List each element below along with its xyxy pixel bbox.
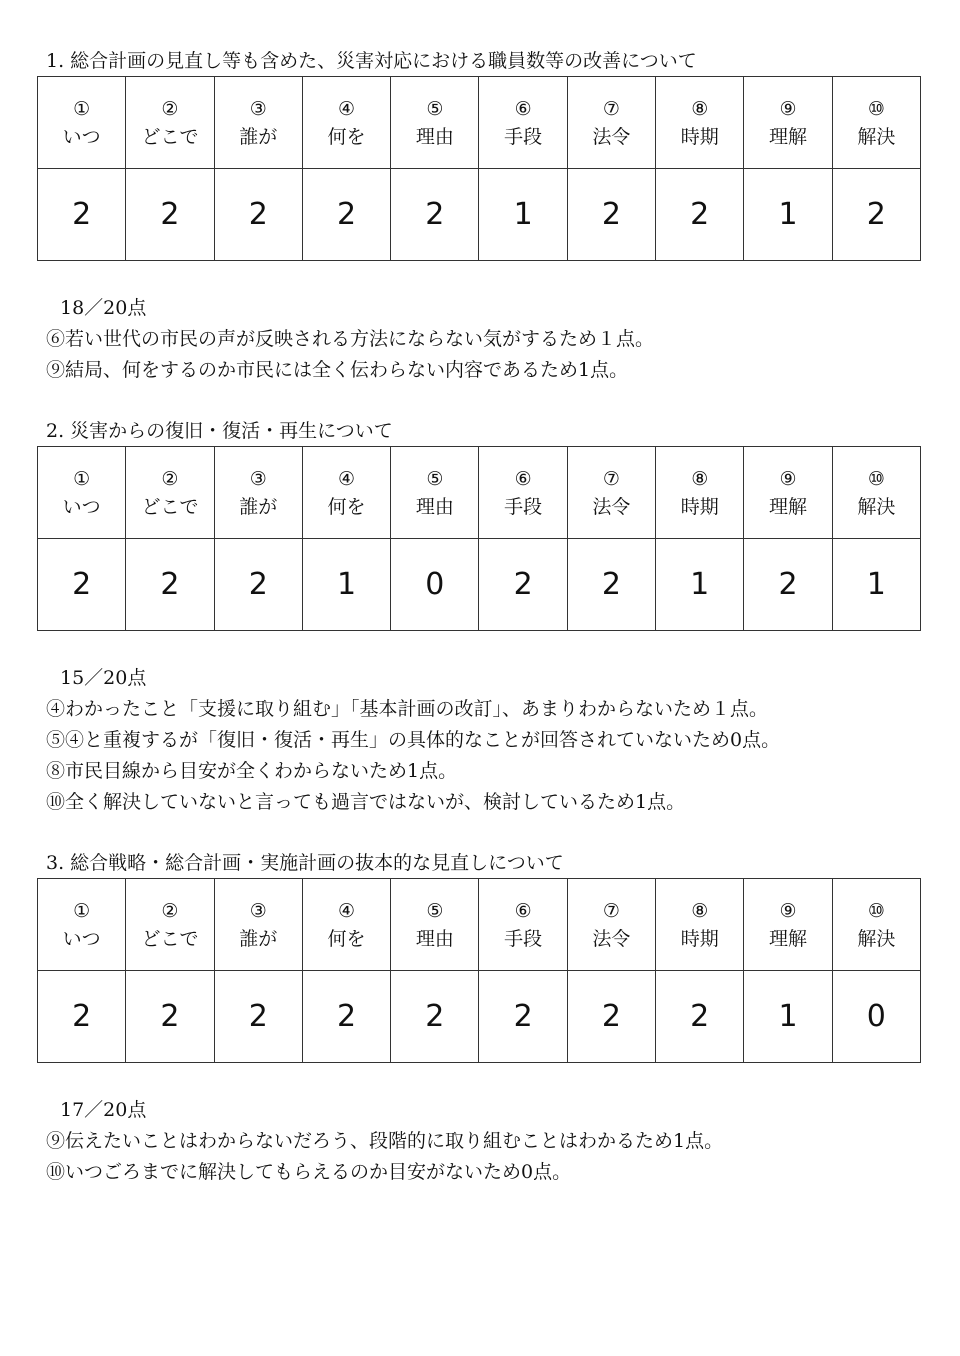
score-cell: 2 [302, 971, 390, 1063]
score-cell: 2 [567, 169, 655, 261]
header-label: 法令 [592, 927, 631, 950]
header-cell [567, 77, 655, 169]
header-number: ① [73, 97, 91, 120]
header-label: 法令 [592, 495, 631, 518]
score-cell: 2 [126, 971, 214, 1063]
score-cell: 1 [832, 539, 920, 631]
header-number: ② [161, 899, 179, 922]
header-label: 解決 [857, 927, 896, 950]
header-number: ② [161, 97, 179, 120]
header-cell [38, 879, 126, 971]
header-number: ⑥ [514, 467, 532, 490]
score-table [37, 76, 921, 261]
header-cell [479, 77, 567, 169]
header-cell [479, 447, 567, 539]
score-row [38, 971, 921, 1063]
score-cell: 2 [38, 539, 126, 631]
score-cell: 1 [302, 539, 390, 631]
header-label: 手段 [504, 927, 543, 950]
note-line: ⑨伝えたいことはわからないだろう、段階的に取り組むことはわかるため1点。 [46, 1130, 724, 1152]
header-label: 時期 [680, 495, 719, 518]
header-number: ⑤ [426, 467, 444, 490]
total-score: 15／20点 [60, 667, 147, 689]
header-cell [391, 879, 479, 971]
header-cell [214, 447, 302, 539]
score-cell: 2 [479, 971, 567, 1063]
header-label: 理由 [415, 125, 454, 148]
total-score: 17／20点 [60, 1099, 147, 1121]
note-line: ⑩いつごろまでに解決してもらえるのか目安がないため0点。 [46, 1161, 572, 1183]
header-number: ④ [338, 899, 356, 922]
note-line: ⑤④と重複するが「復旧・復活・再生」の具体的なことが回答されていないため0点。 [46, 729, 781, 751]
score-cell: 2 [656, 971, 744, 1063]
header-number: ⑥ [514, 899, 532, 922]
header-number: ④ [338, 97, 356, 120]
header-label: 解決 [857, 495, 896, 518]
score-row [38, 539, 921, 631]
header-number: ③ [249, 97, 267, 120]
header-label: いつ [62, 927, 101, 950]
header-number: ⑩ [867, 97, 885, 120]
header-number: ⑤ [426, 899, 444, 922]
total-score: 18／20点 [60, 297, 147, 319]
score-cell: 2 [214, 971, 302, 1063]
header-label: 法令 [592, 125, 631, 148]
header-number: ③ [249, 899, 267, 922]
note-line: ⑧市民目線から目安が全くわからないため1点。 [46, 760, 458, 782]
score-row [38, 169, 921, 261]
score-cell: 2 [391, 169, 479, 261]
header-label: 理由 [415, 495, 454, 518]
header-number: ⑦ [602, 899, 620, 922]
score-cell: 1 [479, 169, 567, 261]
header-number: ④ [338, 467, 356, 490]
header-label: 理由 [415, 927, 454, 950]
header-cell [38, 447, 126, 539]
score-cell: 2 [832, 169, 920, 261]
header-cell [744, 879, 832, 971]
score-cell: 1 [656, 539, 744, 631]
header-number: ⑧ [691, 899, 709, 922]
header-cell [832, 447, 920, 539]
header-label: どこで [141, 927, 199, 950]
header-cell [126, 77, 214, 169]
header-cell [744, 447, 832, 539]
header-label: 理解 [769, 495, 808, 518]
score-cell: 1 [744, 169, 832, 261]
header-label: どこで [141, 495, 199, 518]
header-number: ⑤ [426, 97, 444, 120]
header-cell [214, 77, 302, 169]
notes-block [46, 1095, 723, 1188]
header-label: 手段 [504, 495, 543, 518]
score-cell: 2 [126, 169, 214, 261]
header-row [38, 447, 921, 539]
section-title: 1. 総合計画の見直し等も含めた、災害対応における職員数等の改善について [46, 50, 697, 72]
header-label: 何を [327, 125, 366, 148]
header-number: ⑨ [779, 97, 797, 120]
header-cell [656, 879, 744, 971]
header-label: 誰が [239, 927, 278, 950]
header-number: ⑦ [602, 467, 620, 490]
note-line: ⑨結局、何をするのか市民には全く伝わらない内容であるため1点。 [46, 359, 629, 381]
score-cell: 2 [38, 971, 126, 1063]
header-row [38, 879, 921, 971]
header-cell [126, 447, 214, 539]
score-table [37, 446, 921, 631]
score-cell: 2 [38, 169, 126, 261]
score-cell: 2 [126, 539, 214, 631]
header-label: 手段 [504, 125, 543, 148]
header-label: 解決 [857, 125, 896, 148]
header-cell [479, 879, 567, 971]
header-cell [832, 77, 920, 169]
score-cell: 1 [744, 971, 832, 1063]
score-cell: 2 [567, 971, 655, 1063]
header-cell [567, 879, 655, 971]
header-number: ① [73, 899, 91, 922]
header-label: 時期 [680, 927, 719, 950]
header-row [38, 77, 921, 169]
header-number: ② [161, 467, 179, 490]
header-label: いつ [62, 495, 101, 518]
score-cell: 2 [567, 539, 655, 631]
header-number: ① [73, 467, 91, 490]
header-cell [214, 879, 302, 971]
header-cell [656, 447, 744, 539]
score-cell: 0 [391, 539, 479, 631]
score-cell: 2 [656, 169, 744, 261]
note-line: ⑩全く解決していないと言っても過言ではないが、検討しているため1点。 [46, 791, 686, 813]
notes-block [46, 293, 654, 386]
score-cell: 2 [479, 539, 567, 631]
section-title: 2. 災害からの復旧・復活・再生について [46, 420, 393, 442]
header-cell [832, 879, 920, 971]
header-cell [302, 879, 390, 971]
header-label: 何を [327, 495, 366, 518]
score-cell: 2 [744, 539, 832, 631]
header-number: ⑧ [691, 467, 709, 490]
header-cell [302, 447, 390, 539]
score-cell: 2 [391, 971, 479, 1063]
header-cell [391, 447, 479, 539]
header-cell [38, 77, 126, 169]
header-label: いつ [62, 125, 101, 148]
header-number: ⑩ [867, 467, 885, 490]
header-cell [302, 77, 390, 169]
header-label: 誰が [239, 495, 278, 518]
header-cell [656, 77, 744, 169]
score-cell: 2 [214, 169, 302, 261]
header-cell [391, 77, 479, 169]
section-title: 3. 総合戦略・総合計画・実施計画の抜本的な見直しについて [46, 852, 564, 874]
header-number: ③ [249, 467, 267, 490]
score-table [37, 878, 921, 1063]
header-number: ⑨ [779, 899, 797, 922]
header-cell [567, 447, 655, 539]
note-line: ④わかったこと「支援に取り組む」「基本計画の改訂」、あまりわからないため１点。 [46, 698, 769, 720]
header-number: ⑧ [691, 97, 709, 120]
header-number: ⑥ [514, 97, 532, 120]
note-line: ⑥若い世代の市民の声が反映される方法にならない気がするため１点。 [46, 328, 655, 350]
score-cell: 2 [214, 539, 302, 631]
header-label: 理解 [769, 125, 808, 148]
header-number: ⑦ [602, 97, 620, 120]
header-label: 理解 [769, 927, 808, 950]
header-number: ⑨ [779, 467, 797, 490]
score-cell: 0 [832, 971, 920, 1063]
header-label: 時期 [680, 125, 719, 148]
score-cell: 2 [302, 169, 390, 261]
header-cell [744, 77, 832, 169]
header-label: 何を [327, 927, 366, 950]
header-number: ⑩ [867, 899, 885, 922]
notes-block [46, 663, 780, 818]
header-label: 誰が [239, 125, 278, 148]
header-cell [126, 879, 214, 971]
header-label: どこで [141, 125, 199, 148]
